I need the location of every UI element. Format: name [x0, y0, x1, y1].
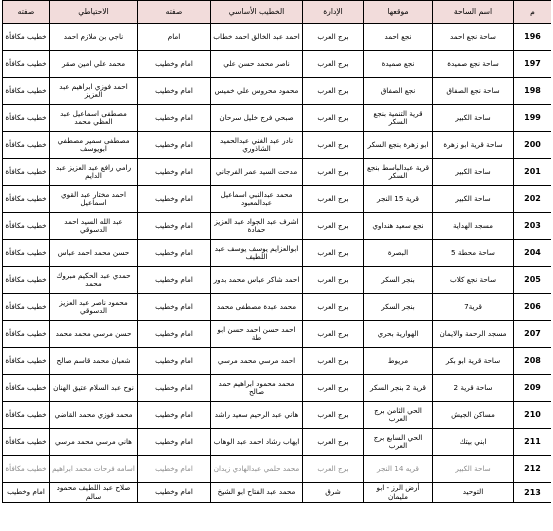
cell-main-role: امام — [138, 24, 211, 51]
cell-num: 208 — [514, 348, 552, 375]
cell-reserve: حسن محمد احمد عباس — [50, 240, 138, 267]
cell-administration: برج العرب — [303, 267, 364, 294]
preachers-table — [2, 0, 551, 503]
cell-square-name: ساحة قرية 2 — [433, 375, 514, 402]
table-row — [3, 186, 552, 213]
cell-reserve-role: خطيب مكافأة — [3, 240, 50, 267]
table-row — [3, 105, 552, 132]
cell-reserve: نوح عبد السلام عتيق الهنان — [50, 375, 138, 402]
cell-main-role: امام وخطيب — [138, 240, 211, 267]
table-row — [3, 51, 552, 78]
cell-square-name: مساكن الجيش — [433, 402, 514, 429]
cell-main-preacher: صبحي فرج خليل سرحان — [211, 105, 303, 132]
cell-reserve-role: خطيب مكافأة — [3, 429, 50, 456]
cell-main-preacher: محمد عبدة مصطفى محمد — [211, 294, 303, 321]
table-row — [3, 321, 552, 348]
cell-reserve-role: خطيب مكافأة — [3, 348, 50, 375]
cell-main-preacher: محمد عبدالنبي اسماعيل عبدالمعبود — [211, 186, 303, 213]
cell-reserve: حمدي عبد الحكيم مبروك محمد — [50, 267, 138, 294]
cell-reserve: ناجي بن ملازم احمد — [50, 24, 138, 51]
cell-num: 207 — [514, 321, 552, 348]
cell-administration: برج العرب — [303, 348, 364, 375]
cell-reserve-role: خطيب مكافأة — [3, 24, 50, 51]
cell-num: 203 — [514, 213, 552, 240]
cell-reserve-role: خطيب مكافأة — [3, 213, 50, 240]
header-square-name: اسم الساحة — [433, 1, 514, 24]
header-main-preacher: الخطيب الأساسي — [211, 1, 303, 24]
cell-location: الحي الثامن برج العرب — [364, 402, 433, 429]
cell-main-role: امام وخطيب — [138, 294, 211, 321]
cell-reserve-role: خطيب مكافأة — [3, 402, 50, 429]
cell-location: نجع سعيد هنداوي — [364, 213, 433, 240]
cell-main-preacher: احمد مرسي محمد مرسي — [211, 348, 303, 375]
cell-location: قرية 2 بنجر السكر — [364, 375, 433, 402]
cell-square-name: مسجد الرحمة والايمان — [433, 321, 514, 348]
cell-main-preacher: محمد محمود ابراهيم حمد صالح — [211, 375, 303, 402]
cell-administration: برج العرب — [303, 105, 364, 132]
cell-reserve: صلاح عبد اللطيف محمود سالم — [50, 483, 138, 503]
cell-reserve: عبد الله السيد احمد الدسوقي — [50, 213, 138, 240]
cell-location: قرية التنمية بنجع السكر — [364, 105, 433, 132]
header-num: م — [514, 1, 552, 24]
cell-location: قرية عبدالباسط بنجع السكر — [364, 159, 433, 186]
cell-location: البصرة — [364, 240, 433, 267]
cell-administration: برج العرب — [303, 24, 364, 51]
cell-num: 212 — [514, 456, 552, 483]
cell-reserve-role: خطيب مكافأة — [3, 186, 50, 213]
cell-location: قريه 14 النجر — [364, 456, 433, 483]
cell-main-role: امام وخطيب — [138, 159, 211, 186]
header-reserve-role: صفته — [3, 1, 50, 24]
cell-square-name: ساحة الكبير — [433, 105, 514, 132]
table-row — [3, 402, 552, 429]
cell-square-name: التوحيد — [433, 483, 514, 503]
cell-square-name: ساحة محطة 5 — [433, 240, 514, 267]
cell-reserve-role: خطيب مكافأة — [3, 159, 50, 186]
cell-main-role: امام وخطيب — [138, 402, 211, 429]
cell-location: ابو زهرة بنجع السكر — [364, 132, 433, 159]
cell-reserve-role: خطيب مكافأة — [3, 321, 50, 348]
cell-location: نجع الصفاق — [364, 78, 433, 105]
cell-main-role: امام وخطيب — [138, 348, 211, 375]
table-row — [3, 159, 552, 186]
cell-reserve-role: امام وخطيب — [3, 483, 50, 503]
cell-administration: برج العرب — [303, 321, 364, 348]
cell-reserve: محمود ناصر عبد العزيز الدسوقي — [50, 294, 138, 321]
cell-num: 205 — [514, 267, 552, 294]
cell-reserve-role: خطيب مكافأة — [3, 51, 50, 78]
cell-main-preacher: مدحت السيد عمر الفرجاني — [211, 159, 303, 186]
cell-main-preacher: هاني عبد الرحيم سعيد راشد — [211, 402, 303, 429]
cell-main-role: امام وخطيب — [138, 105, 211, 132]
table-row — [3, 240, 552, 267]
cell-main-role: امام وخطيب — [138, 375, 211, 402]
cell-num: 196 — [514, 24, 552, 51]
cell-num: 199 — [514, 105, 552, 132]
cell-square-name: ساحة نجع كلاب — [433, 267, 514, 294]
cell-administration: برج العرب — [303, 132, 364, 159]
cell-main-preacher: محمد عبد الفتاح ابو الشيخ — [211, 483, 303, 503]
cell-reserve: احمد مختار عبد القوي اسماعيل — [50, 186, 138, 213]
cell-administration: برج العرب — [303, 375, 364, 402]
cell-administration: برج العرب — [303, 159, 364, 186]
cell-location: الهوارية بحري — [364, 321, 433, 348]
cell-reserve-role: خطيب مكافأة — [3, 375, 50, 402]
table-row — [3, 375, 552, 402]
cell-main-preacher: محمد حلمي عبدالهادي زيدان — [211, 456, 303, 483]
cell-reserve: محمد فوزي محمد القاضي — [50, 402, 138, 429]
cell-num: 200 — [514, 132, 552, 159]
cell-main-preacher: اشرف عبد الجواد عبد العزيز حمادة — [211, 213, 303, 240]
cell-num: 213 — [514, 483, 552, 503]
cell-reserve: حسن مرسي محمد محمد — [50, 321, 138, 348]
cell-num: 209 — [514, 375, 552, 402]
cell-main-role: امام وخطيب — [138, 213, 211, 240]
cell-reserve: اسامه فرحات محمد ابراهيم — [50, 456, 138, 483]
cell-administration: برج العرب — [303, 213, 364, 240]
cell-num: 198 — [514, 78, 552, 105]
cell-main-role: امام وخطيب — [138, 78, 211, 105]
cell-num: 204 — [514, 240, 552, 267]
table-row — [3, 213, 552, 240]
table-container — [2, 0, 551, 531]
cell-square-name: ساحة نجع احمد — [433, 24, 514, 51]
table-row — [3, 24, 552, 51]
cell-administration: برج العرب — [303, 456, 364, 483]
cell-square-name: قرية7 — [433, 294, 514, 321]
cell-location: أرض الرز - ابو مليمان — [364, 483, 433, 503]
header-row — [3, 1, 552, 24]
cell-main-preacher: احمد حسن احمد حسن ابو طة — [211, 321, 303, 348]
cell-main-preacher: ابوالعزايم يوسف يوسف عبد اللطيف — [211, 240, 303, 267]
cell-location: قرية 15 النجر — [364, 186, 433, 213]
cell-reserve-role: خطيب مكافأة — [3, 267, 50, 294]
cell-main-preacher: احمد شاكر عباس محمد بدور — [211, 267, 303, 294]
cell-main-preacher: محمود محروس علي خميس — [211, 78, 303, 105]
cell-main-role: امام وخطيب — [138, 456, 211, 483]
cell-reserve: شعبان محمد قاسم صالح — [50, 348, 138, 375]
table-row — [3, 429, 552, 456]
cell-location: بنجر السكر — [364, 294, 433, 321]
cell-num: 197 — [514, 51, 552, 78]
cell-reserve: احمد فوزي ابراهيم عبد العزيز — [50, 78, 138, 105]
cell-square-name: ساحة قرية ابو زهرة — [433, 132, 514, 159]
header-administration: الإدارة — [303, 1, 364, 24]
cell-reserve-role: خطيب مكافأة — [3, 78, 50, 105]
cell-main-preacher: ايهاب رشاد احمد عبد الوهاب — [211, 429, 303, 456]
cell-reserve: هاني مرسي محمد مرسي — [50, 429, 138, 456]
cell-square-name: ابني بيتك — [433, 429, 514, 456]
table-row — [3, 348, 552, 375]
cell-administration: برج العرب — [303, 240, 364, 267]
cell-num: 211 — [514, 429, 552, 456]
cell-location: الحي السابع برج العرب — [364, 429, 433, 456]
cell-square-name: ساحة الكبير — [433, 186, 514, 213]
cell-main-preacher: ناصر محمد حسن علي — [211, 51, 303, 78]
cell-main-role: امام وخطيب — [138, 321, 211, 348]
cell-location: نجع صميدة — [364, 51, 433, 78]
cell-administration: شرق — [303, 483, 364, 503]
header-reserve: الاحتياطي — [50, 1, 138, 24]
cell-location: بنجر السكر — [364, 267, 433, 294]
cell-reserve-role: خطيب مكافأة — [3, 132, 50, 159]
cell-administration: برج العرب — [303, 78, 364, 105]
cell-reserve: محمد علي امين صقر — [50, 51, 138, 78]
cell-reserve: رامي رافع عبد العزيز عبد الدايم — [50, 159, 138, 186]
cell-main-role: امام وخطيب — [138, 51, 211, 78]
cell-square-name: ساحة قرية ابو بكر — [433, 348, 514, 375]
cell-num: 210 — [514, 402, 552, 429]
table-row — [3, 78, 552, 105]
cell-main-preacher: احمد عبد الخالق احمد خطاب — [211, 24, 303, 51]
cell-num: 202 — [514, 186, 552, 213]
cell-reserve-role: خطيب مكافأة — [3, 105, 50, 132]
header-main-role: صفته — [138, 1, 211, 24]
cell-reserve: مصطفى اسماعيل عبد العظي محمد — [50, 105, 138, 132]
cell-square-name: ساحة نجع صميدة — [433, 51, 514, 78]
cell-num: 201 — [514, 159, 552, 186]
cell-administration: برج العرب — [303, 294, 364, 321]
cell-reserve: مصطفى سمير مصطفي ابويوسف — [50, 132, 138, 159]
cell-main-role: امام وخطيب — [138, 267, 211, 294]
cell-square-name: ساحة نجع الصفاق — [433, 78, 514, 105]
table-body — [3, 24, 552, 503]
cell-location: مريوط — [364, 348, 433, 375]
header-location: موقعها — [364, 1, 433, 24]
table-row — [3, 294, 552, 321]
cell-main-role: امام وخطيب — [138, 186, 211, 213]
cell-square-name: مسجد الهداية — [433, 213, 514, 240]
cell-main-role: امام وخطيب — [138, 429, 211, 456]
cell-administration: برج العرب — [303, 402, 364, 429]
cell-reserve-role: خطيب مكافأة — [3, 456, 50, 483]
table-row — [3, 456, 552, 483]
table-row — [3, 267, 552, 294]
table-row — [3, 483, 552, 503]
table-row — [3, 132, 552, 159]
cell-square-name: ساحة الكبير — [433, 456, 514, 483]
cell-administration: برج العرب — [303, 429, 364, 456]
cell-administration: برج العرب — [303, 186, 364, 213]
cell-administration: برج العرب — [303, 51, 364, 78]
cell-location: نجع احمد — [364, 24, 433, 51]
cell-main-preacher: نادر عبد الغني عبدالحميد الشاذوري — [211, 132, 303, 159]
cell-num: 206 — [514, 294, 552, 321]
cell-square-name: ساحة الكبير — [433, 159, 514, 186]
cell-main-role: امام وخطيب — [138, 483, 211, 503]
cell-reserve-role: خطيب مكافأة — [3, 294, 50, 321]
cell-main-role: امام وخطيب — [138, 132, 211, 159]
